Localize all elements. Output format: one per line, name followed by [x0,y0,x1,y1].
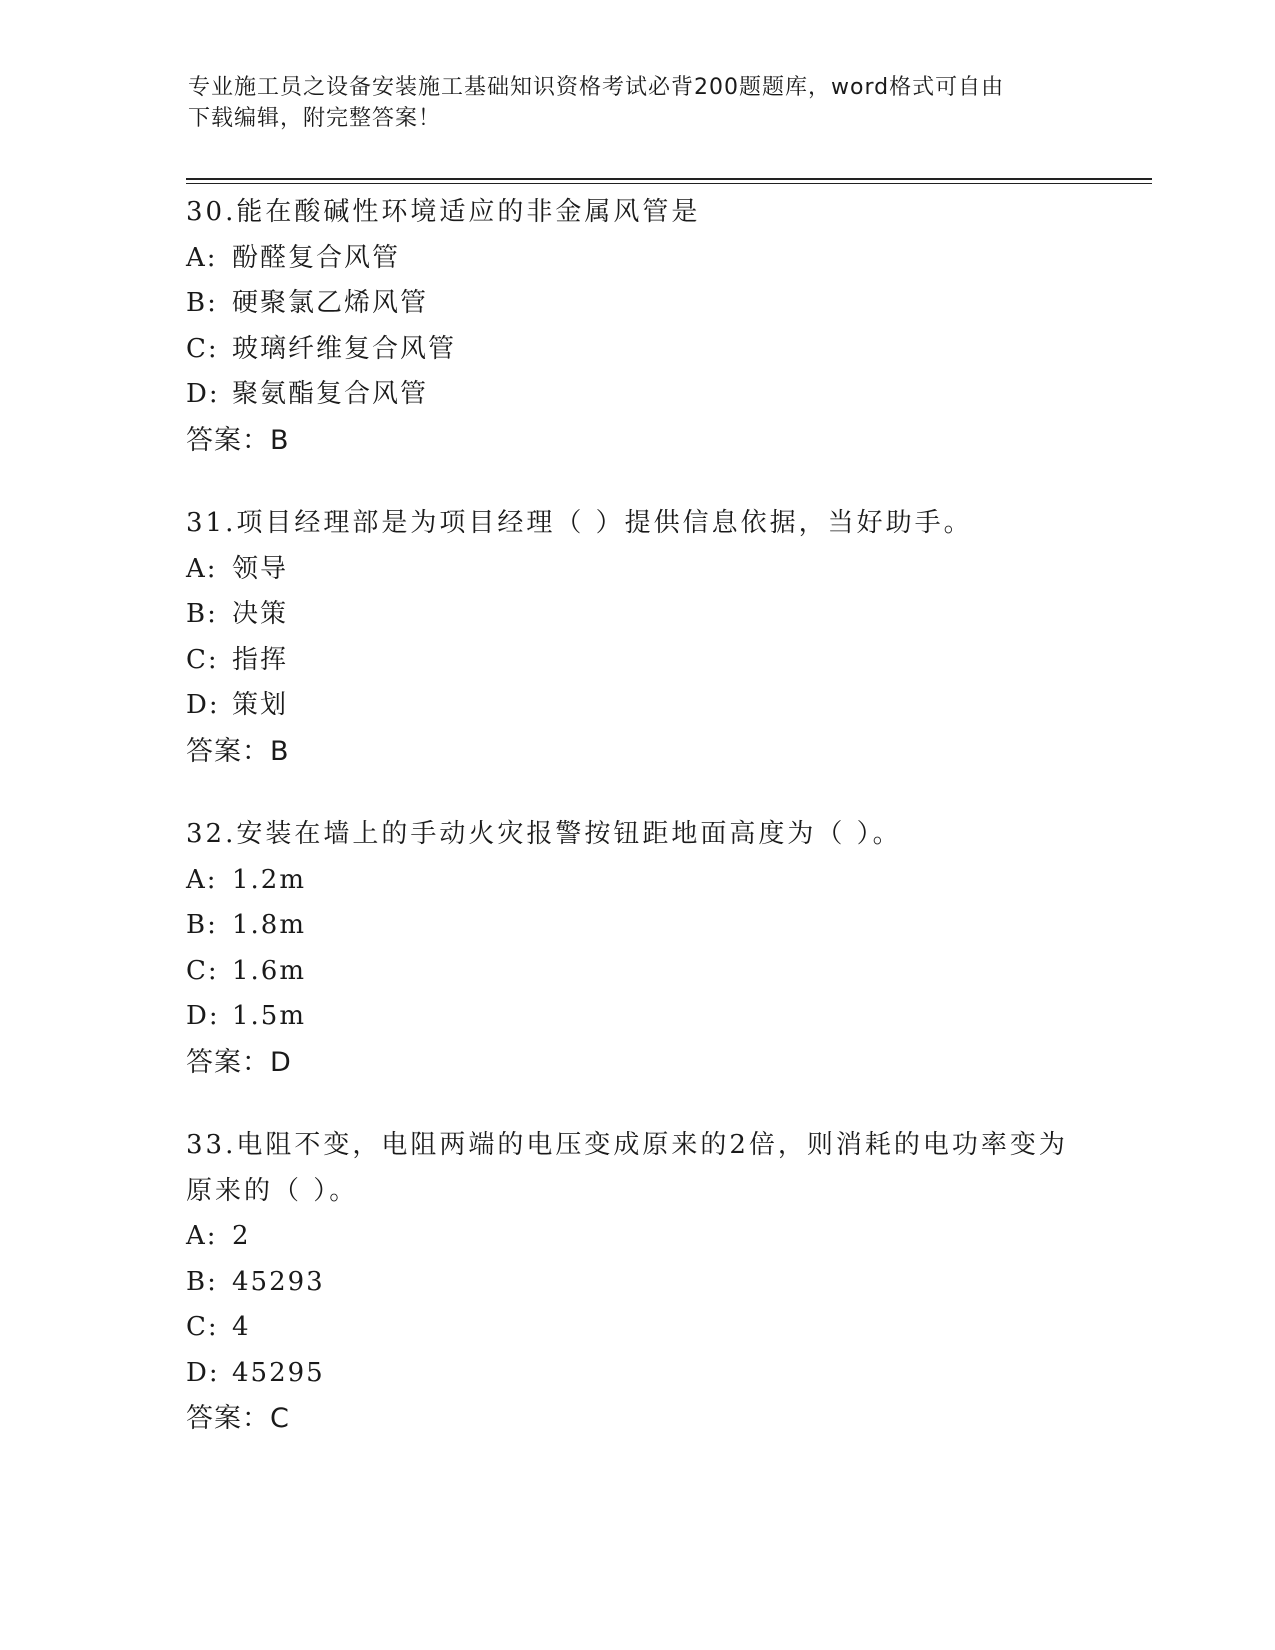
question-text: 30.能在酸碱性环境适应的非金属风管是 [186,197,701,227]
question-text: 32.安装在墙上的手动火灾报警按钮距地面高度为（ ）。 [186,819,902,849]
option-a [186,1214,1116,1260]
header-line-2: 下载编辑，附完整答案！ [188,106,442,131]
option-letter: C: [186,333,219,364]
option-c [186,1305,1116,1351]
option-d [186,1351,1116,1397]
option-text: 45293 [232,1266,325,1297]
option-text: 1.8m [232,910,307,940]
question-32 [186,812,1116,1085]
option-b [186,1260,1116,1306]
answer-label: 答案：B [186,424,290,456]
option-letter: D: [186,1357,220,1388]
option-text: 2 [232,1221,251,1251]
option-text: 聚氨酯复合风管 [232,379,429,409]
option-c [186,949,1116,995]
option-letter: C: [186,644,219,675]
answer-label: 答案：D [186,1046,292,1078]
option-text: 酚醛复合风管 [232,242,401,273]
option-text: 1.6m [232,955,307,986]
question-text: 33.电阻不变，电阻两端的电压变成原来的2倍，则消耗的电功率变为 [186,1130,1068,1160]
option-d [186,683,1116,729]
option-d [186,994,1116,1040]
option-letter: B: [186,1266,218,1297]
header-line-1: 专业施工员之设备安装施工基础知识资格考试必背200题题库，word格式可自由 [188,75,1005,100]
option-letter: D: [186,379,220,409]
option-text: 玻璃纤维复合风管 [232,333,457,364]
option-b [186,592,1116,638]
option-text: 45295 [232,1357,325,1388]
question-text: 31.项目经理部是为项目经理（ ）提供信息依据，当好助手。 [186,508,973,538]
answer-label: 答案：B [186,735,290,767]
option-text: 1.2m [232,864,307,895]
option-letter: C: [186,1312,219,1342]
header-divider-thin [186,183,1152,184]
question-list [186,190,1116,1480]
question-31 [186,501,1116,774]
option-b [186,903,1116,949]
option-text: 硬聚氯乙烯风管 [232,288,429,318]
option-letter: D: [186,690,220,720]
option-letter: A: [186,553,218,584]
header-divider-thick [186,178,1152,180]
option-letter: B: [186,910,218,940]
option-letter: B: [186,599,218,629]
option-c [186,638,1116,684]
option-d [186,372,1116,418]
option-letter: A: [186,1221,218,1251]
question-30 [186,190,1116,463]
option-text: 领导 [232,553,289,584]
option-text: 1.5m [232,1001,307,1031]
option-a [186,547,1116,593]
question-text-continued: 原来的（ ）。 [186,1175,359,1206]
option-text: 4 [232,1312,251,1342]
option-letter: B: [186,288,218,318]
option-text: 策划 [232,690,289,720]
option-letter: A: [186,864,218,895]
option-a [186,236,1116,282]
option-letter: A: [186,242,218,273]
document-header [188,72,1088,134]
answer-label: 答案：C [186,1403,290,1434]
option-text: 决策 [232,599,289,629]
option-letter: C: [186,955,219,986]
option-b [186,281,1116,327]
option-text: 指挥 [232,644,289,675]
option-a [186,858,1116,904]
question-33 [186,1123,1116,1442]
option-letter: D: [186,1001,220,1031]
option-c [186,327,1116,373]
